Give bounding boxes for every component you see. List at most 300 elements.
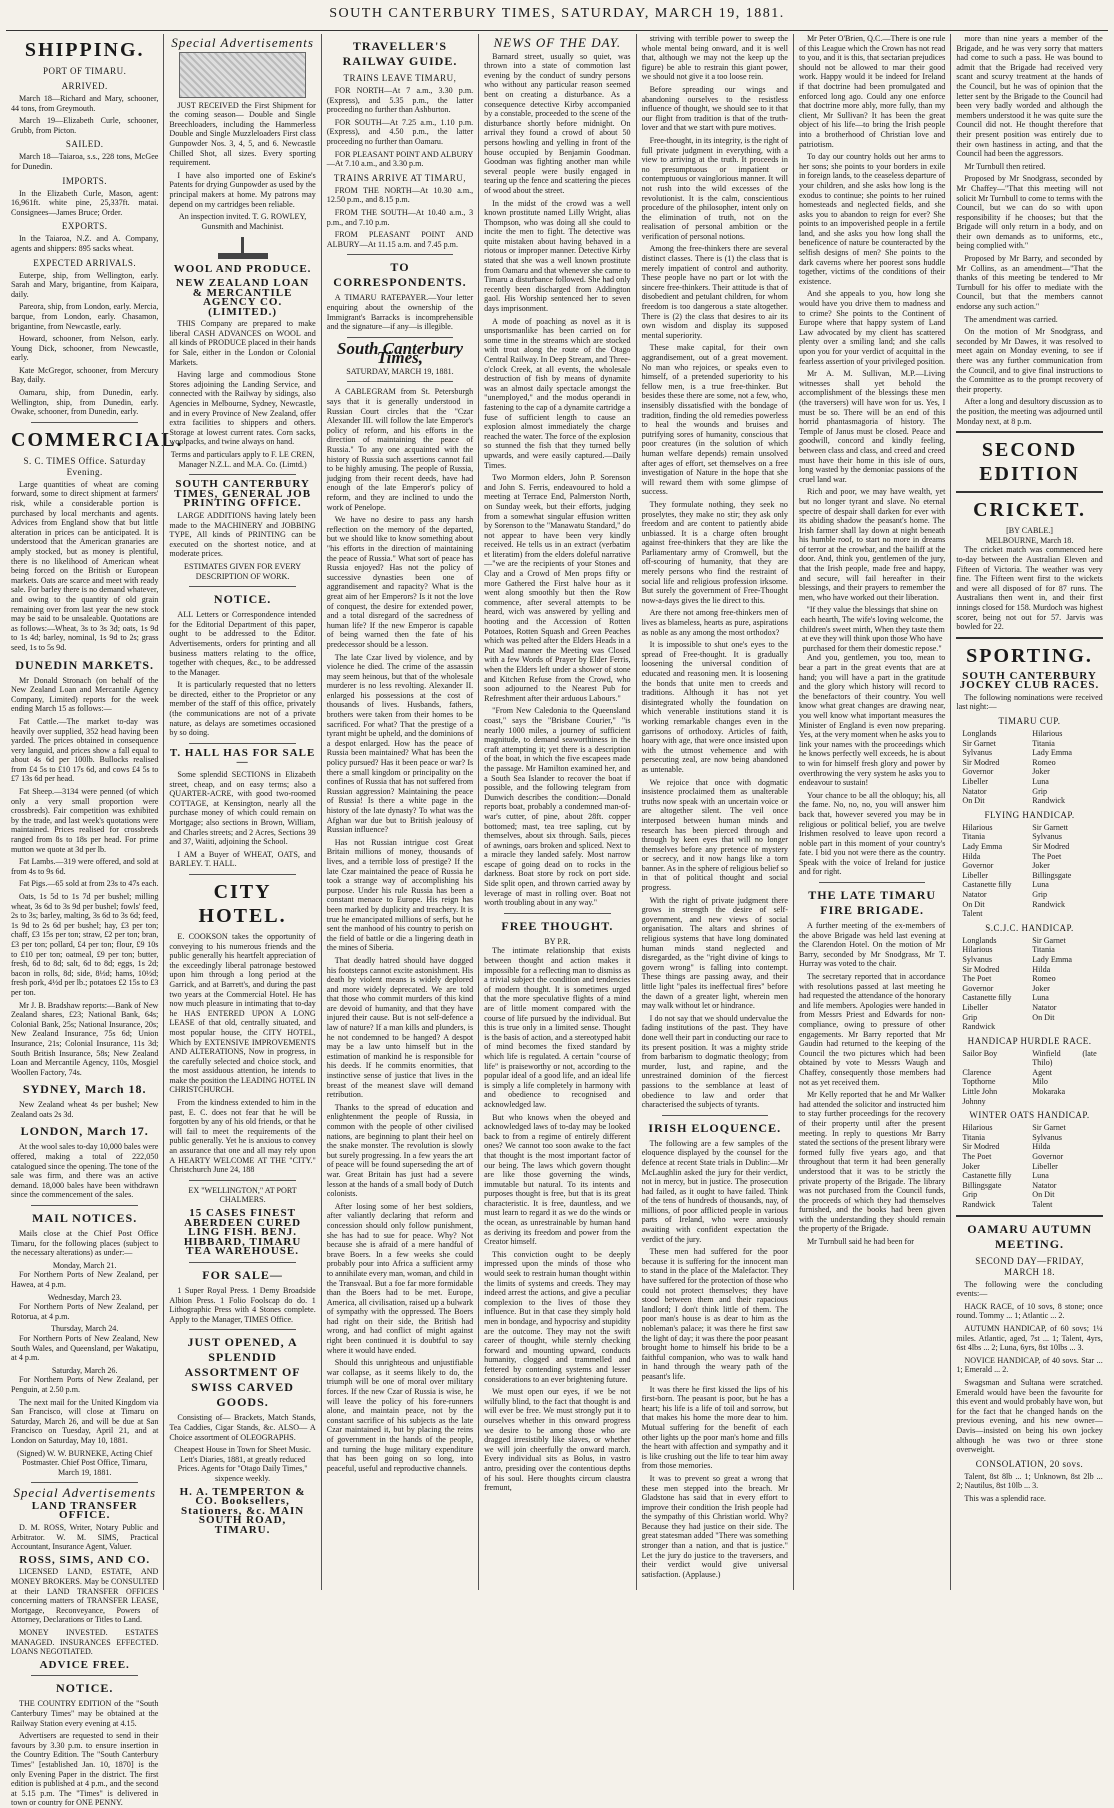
horse-name: Libeller: [1032, 1161, 1058, 1171]
nomination-row: [956, 909, 1102, 919]
column-rule: [956, 637, 1102, 639]
horse-name: Joker: [1032, 983, 1050, 993]
paragraph: For Northern Ports of New Zealand, per Penguin, at 2.50 p.m.: [11, 1375, 159, 1394]
paragraph: Advertisers are requested to send in their favours by 3.30 p.m. to ensure insertion in the Country Edition. The "South Canterbury Times" [established Jan. 10, 1870] is the only Evening Paper in the district. The first edition is published at 4 p.m., and the second at 5.15 p.m. The "Times" is delivered in town or country for ONE PENNY.: [11, 1731, 159, 1808]
paragraph: This was a splendid race.: [964, 1493, 1046, 1503]
advertisement-title: H. A. TEMPERTON & CO. Booksellers, Stationers, &c. MAIN SOUTH ROAD, TIMARU.: [179, 1485, 306, 1536]
nomination-row: [956, 842, 1102, 852]
centered-line: "If they value the blessings that shine on each hearth, The wife's loving welcome, the children's sweet mirth, When they taste them at eve they will think upon those Who have purchased for them their domestic repose.": [799, 605, 945, 653]
column-rule: [347, 337, 453, 338]
paragraph: That deadly hatred should have dogged his footsteps cannot excite astonishment. His death by violent means is widely deplored and more widely deprecated. We are told that those who commit murders of this kind are devoid of humanity, and that they have injured their cause. But is not self-defence a law of nature? If a man kills and plunders, is he not condemned to be hanged? A despot may be a law unto himself but in the estimation of mankind he is responsible for his deeds. If he commits enormities, that instinctive sense of justice that lives in the breast of the meanest slave will demand retribution.: [326, 955, 474, 1100]
nomination-row: [956, 871, 1102, 881]
horse-name: On Dit: [1032, 1190, 1055, 1200]
horse-name: Romeo: [1032, 757, 1056, 767]
paragraph: On the motion of Mr Snodgrass, and seconded by Mr Dawes, it was resolved to meet again on Monday evening, to see if there was any further communication from the Council, and to give final instructions to the Committee as to the prompt recovery of their property.: [956, 327, 1103, 394]
horse-name: Grip: [1032, 889, 1048, 899]
column-rule: [189, 474, 295, 475]
article-heading: THE LATE TIMARU FIRE BRIGADE.: [808, 888, 937, 918]
column-3: [321, 34, 478, 1590]
paragraph: FROM THE NORTH—At 10.30 a.m., 12.50 p.m., and 8.15 p.m.: [326, 185, 474, 205]
horse-name: Sylvanus: [962, 954, 993, 964]
horse-name: Grip: [962, 1012, 978, 1022]
horse-name: Natator: [1032, 1002, 1057, 1012]
nomination-row: [956, 767, 1102, 777]
paragraph: After losing some of her best soldiers, after valiantly declaring that reform and concession should only follow punishment, she has had to sue for peace. Why? Not because she is afraid of a mere handful of brave Boers. In a few weeks she could probably pour into Africa a sufficient army to annihilate every man, woman, and child in the Transvaal. But a foe far more formidable than the Boers had to be met. Europe, America, all civilisation, raised up a bulwark of sympathy with the oppressed. The Boers had right on their side, the British had wrong, and had conflict of might against right been continued it is doubtful to say where it would have ended.: [326, 1201, 474, 1355]
paragraph: For Northern Ports of New Zealand, New South Wales, and Queensland, per Wakatipu, at 4 p.m.: [11, 1333, 159, 1363]
column-4: [478, 34, 635, 1590]
paragraph: Euterpe, ship, from Wellington, early. Sarah and Mary, brigantine, from Kaipara, daily.: [11, 270, 159, 299]
article-heading: TO CORRESPONDENTS.: [333, 260, 467, 290]
paragraph: The following are a few samples of the eloquence displayed by the counsel for the defence at recent State trials in Dublin:—Mr McLaughlin asked the jury for their verdict, not in mercy, but in justice. The prosecution had failed, as it ought to have failed. Think of the tens of hundreds of thousands, nay, of millions, of poor afflicted people in various parts of Ireland, who were anxiously awaiting with confident expectation the verdict of the jury.: [641, 1138, 788, 1244]
paragraph: Mr A. M. Sullivan, M.P.—Living witnesses shall yet behold the accomplishment of the blessings these men (the traversers) will have won for us. Yes, I must be so. There will be an end of this horrid phantasmagoria of history. The Temple of Janus must be closed. Peace and goodwill, concord and kindly feeling, between class and class, and creed and creed must have their home in this isle of ours, long wasted by the demoniac passions of the cruel land war.: [798, 369, 946, 484]
horse-name: Topthorne: [962, 1077, 996, 1087]
paragraph: Mr Kelly reported that he and Mr Walker had attended the solicitor and instructed him to stay further proceedings for the recovery of their property until after the present meeting. In reply to questions Mr Barry stated the sections of the present library were formed fully five years ago, and that throughout that term it had been generally understood that it was to be strictly the private property of the Brigade. The library was not purchased from the Council funds, the proceeds of which they had themselves furnished, and the books had been given with the understanding they should remain the property of the Brigade.: [798, 1090, 946, 1234]
nomination-row: [956, 974, 1102, 984]
paragraph: The secretary reported that in accordance with resolutions passed at last meeting he had requested the attendance of the honorary and life members. Apologies were handed in from Messrs Priest and Edwards for non-compliance, owing to pressure of other engagements. Mr Barry reported that Mr Gaudin had returned to the keeping of the Council the two pictures which had been obtained by vote to Messrs Waugh and Chaffey, consequently those members had not as yet received them.: [798, 972, 946, 1087]
paper-nameplate: South Canterbury Times,: [336, 338, 464, 368]
nomination-row: [956, 796, 1102, 806]
paragraph: With the right of private judgment there grows in strength the desire of self-government, and new views of social organisation. The altars and shrines of religious systems that have long dominated human minds stand neglected and disregarded, as the "right divine of kings to govern wrong" is falling into contempt. These things are passing away, and their little light "pales its ineffectual fires" before the dawn of a greater light, wherein men may walk without let or hindrance.: [641, 895, 788, 1011]
advertisement-title: SOUTH CANTERBURY TIMES, GENERAL JOB PRINTING OFFICE.: [174, 478, 312, 510]
column-rule: [189, 743, 295, 744]
horse-name: Governor: [1032, 1152, 1064, 1162]
centered-line: Saturday, March 26.: [51, 1365, 118, 1375]
column-rule: [189, 586, 295, 587]
centered-line: Terms and particulars apply to F. LE CREN, Manager N.Z.L. and M.A. Co. (Limtd.): [170, 450, 315, 469]
horse-name: Libeller: [962, 777, 988, 787]
paragraph: Among the free-thinkers there are several distinct classes. There is (1) the class that is merely impatient of control and authority. These people have no part or lot with the sincere free-thinkers. Their attitude is that of disobedient and petulant children, for whom freedom is too dangerous a state altogether. There is (2) the class that desires to air its own wisdom and display its supposed mental superiority.: [641, 244, 788, 340]
paragraph: Rich and poor, we may have wealth, yet but no longer tyrant and slave. No eternal spectre of despair shall darken for ever with its abiding shadow the peasant's home. The Irish farmer shall lay down at night beneath his humble roof, to start no more in dreams of terror at the crowbar, and the bailiff at the door. And, think you, gentlemen of the jury, that the Irish people, made free and happy, and secure, will fail hereafter in their blessings, and their prayers to remember the men, who have worked out their liberation.: [798, 487, 946, 602]
article-heading: SYDNEY, March 18.: [22, 1082, 147, 1097]
paragraph: I AM a Buyer of WHEAT, OATS, and BARLEY. T. HALL.: [169, 849, 316, 869]
nomination-row: [956, 890, 1102, 900]
paragraph: Some splendid SECTIONS in Elizabeth street, cheap, and on easy terms; also a QUARTER-ACRE, with good two-roomed COTTAGE, at Kensington, nearly all the purchase money of which could remain on Mortgage; also sections in Brown, William, and Charles streets; and 2 Acres, Sections 39 and 37, Waiiti, adjoining the School.: [169, 770, 316, 847]
paragraph: Having large and commodious Stone Stores adjoining the Landing Service, and connected with the Railway by sidings, also Agencies in Melbourne, Sydney, Newcastle, and in every Province of New Zealand, offer extra facilities to shippers and others. Storage at lowest current rates. Corn sacks, woolpacks, and twine always on hand.: [169, 370, 316, 447]
nomination-row: [956, 852, 1102, 862]
paragraph: Large quantities of wheat are coming forward, some to direct shipment at farmers' risk, while a considerable portion is purchased by local merchants and agents. Advices from England show that but little alteration in prices can be anticipated. It is understood that the American granaries are amply stocked, but as money is plentiful, there is no likelihood of American wheat being forced on the British or European markets. Oats are scarce and meet with ready sale. For barley there is no demand whatever, and owing to the quantity of old grain remaining over from last year the new stock may be said to be unsaleable. Quotations are as follows:—Wheat, 3s to 3s 3d; oats, 1s 9d to 1s 4d; barley, nominal, 1s 9d to 2s; grass seed, 1s to 5s 9d.: [11, 479, 159, 652]
paragraph: March 18—Taiaroa, s.s., 228 tons, McGee for Dunedin.: [11, 152, 159, 171]
section-heading: SPORTING.: [966, 644, 1093, 667]
paragraph: LARGE ADDITIONS having lately been made to the MACHINERY and JOBBING TYPE, All kinds of PRINTING can be executed on the shortest notice, and at moderate prices.: [169, 510, 316, 559]
paragraph: The amendment was carried.: [964, 314, 1058, 324]
horse-name: Sir Modred: [1032, 842, 1070, 851]
horse-name: Sylvanus: [1032, 1132, 1062, 1142]
horse-name: [1032, 1097, 1097, 1107]
paragraph: To day our country holds out her arms to her sons; she points to your borders in exile in foreign lands, to the ceaseless departure of your children, and she asks how long is the exodus to continue; she points to her ruined homesteads and neglected fields, and she asks you to abandon to reign for ever? She points to an impoverished people in a fertile land, and she asks you how long shall the beneficence of nature be counteracted by the selfish designs of men? She points to the dark caverns where her poorest sons huddle together, victims of the conditions of their existence.: [798, 152, 946, 286]
paragraph: FROM PLEASANT POINT AND ALBURY—At 11.15 a.m. and 7.45 p.m.: [326, 230, 474, 249]
column-rule: [347, 254, 453, 255]
paragraph: Fat Lambs.—319 were offered, and sold at from 4s to 9s 6d.: [11, 857, 159, 876]
advertisement-title: LAND TRANSFER OFFICE.: [31, 1499, 138, 1522]
horse-name: Sir Garnet: [1032, 935, 1066, 945]
paragraph: This conviction ought to be deeply impressed upon the minds of those who would seek to restrain human thought within the limits of systems and creeds. They may indeed arrest the actions, and give a peculiar complexion to the lives of those they influence. But in that case they simply hold men in bondage, and hypocrisy and stupidity are the outcome. They may not the swift career of thought, while sternly checking forward and mounting upward, conducts humanity, clogged and trammelled and fettered by contending systems and lesser considerations to an ever brightening future.: [484, 1249, 631, 1384]
horse-name: On Dit: [962, 796, 985, 806]
paragraph: Fat Pigs.—65 sold at from 23s to 47s each.: [19, 879, 159, 889]
section-heading: CITY HOTEL.: [198, 880, 287, 927]
horse-name: Randwick: [962, 1200, 996, 1209]
paragraph: FROM THE SOUTH—At 10.40 a.m., 3 p.m., and 7.10 p.m.: [326, 207, 474, 227]
paragraph: JUST RECEIVED the First Shipment for the coming season— Double and Single Breechloaders, including the Hammerless Double and Single Muzzleloaders First class Gunpowder Nos. 3, 4, 5, and 6. Newcastle Chilled Shot, all sizes. Every sporting requirement.: [169, 100, 316, 168]
horse-name: Mokaraka: [1032, 1087, 1066, 1097]
horse-name: Hilda: [1032, 1142, 1051, 1152]
paragraph: more than nine years a member of the Brigade, and he was very sorry that matters had come to such a pass. He was bound to admit that the Brigade had received very scant and scurvy treatment at the hands of the Council, but he was of opinion that the letter sent by the Brigade to the Council had been very badly worded and although the members understood it he was quite sure the Council did not. He thought therefore that their present position was entirely due to their own hastiness in acting, and that the Council had been the aggressors.: [956, 34, 1103, 159]
nomination-row: [956, 984, 1102, 994]
paragraph: Fat Sheep.—3134 were penned (of which only a very small proportion were crossbreds). Fair competition was exhibited by the trade, and last week's quotations were maintained. Prices realised for crossbreds ranged from 8s to 18s per head. For prime mutton we quote at 3d per lb.: [11, 787, 159, 854]
article-heading: FREE THOUGHT.: [501, 918, 614, 933]
paragraph: Mr Donald Stronach (on behalf of the New Zealand Loan and Mercantile Agency Company, Limited) reports for the week ending March 15 as follows:—: [11, 675, 159, 714]
column-rule: [956, 491, 1102, 493]
centered-line: MELBOURNE, March 18.: [985, 535, 1074, 545]
horse-name: Johnny: [962, 1096, 986, 1106]
paragraph: We have no desire to pass any harsh reflection on the memory of the departed, but we should like to know something about "his efforts in the direction of maintaining the peace of Russia." What sort of peace has Russia enjoyed? Has not the policy of successive dynasties been one of aggrandisement and rapacity? What is the great aim of her Emperors? Is it not the love of conquest, the desire for extended power, and a total disregard of the sacredness of human life? If the new Emperor is capable of being warned then the fate of his predecessor should be a lesson.: [326, 515, 474, 649]
nomination-row: [956, 1142, 1102, 1152]
horse-name: Milo: [1032, 1077, 1048, 1087]
horse-name: Joker: [1032, 767, 1050, 777]
advertisement-title: ADVICE FREE.: [39, 1658, 130, 1671]
horse-name: The Poet: [1032, 851, 1062, 861]
nomination-row: [956, 1049, 1102, 1068]
horse-name: Little John: [962, 1087, 998, 1097]
horse-name: Sir Garnet: [962, 738, 996, 748]
centered-line: Wednesday, March 23.: [47, 1292, 122, 1302]
paragraph: Are there not among free-thinkers men of lives as blameless, hearts as pure, aspirations as noble as any among the most orthodox?: [641, 608, 788, 637]
paragraph: Your chance to be all the obloquy; his, all the fame. No, no, no, you will answer him back that, however severed you may be in religious or political belief, you are twelve Irishmen resolved to leave upon record a noble part in this moment of your country's fate. I bid you not were there as the country. Speak with the voice of Ireland for justice and for right.: [798, 790, 946, 877]
subheading: PORT OF TIMARU.: [42, 66, 127, 76]
paragraph: A CABLEGRAM from St. Petersburgh says that it is generally understood in Russian Court circles that the "Czar Alexander III. will follow the late Emperor's policy of reform, and his efforts in the direction of maintaining the peace of Russia." To any one acquainted with the history of Russia such assertions cannot fail to be highly amusing. The people of Russia, judging from their recent deeds, have had enough of the late Emperor's policy of reform, and they are inclined to undo the work of Penelope.: [326, 387, 474, 512]
subheading: CONSOLATION, 20 sovs.: [975, 1458, 1084, 1469]
horse-name: Grip: [962, 1190, 978, 1200]
horse-name: Grip: [1032, 786, 1048, 796]
nomination-row: [956, 1152, 1102, 1162]
paragraph: Has not Russian intrigue cost Great Britain millions of money, thousands of lives, and a terrible loss of prestige? If the late Czar maintained the peace of Russia he took a strange way of accomplishing his purpose. Under his rule Russia has been a constant menace to Europe. His reign has been marked by duplicity and treachery. It is true he emancipated millions of serfs, but he sent the manhood of his country to perish on the field of battle or die a lingering death in the mines of Siberia.: [326, 837, 474, 953]
paragraph: Mr Turnbull said he had been for: [806, 1237, 914, 1247]
paragraph: Pareora, ship, from London, early. Mercia, barque, from London, early. Chasamon, brigantine, from Newcastle, early.: [11, 302, 159, 331]
horse-name: Castanette filly: [962, 880, 1012, 890]
paragraph: FOR PLEASANT POINT AND ALBURY—At 7.10 a.m., and 3.30 p.m.: [326, 149, 474, 169]
nomination-row: [956, 993, 1102, 1003]
horse-name: Clarence: [962, 1067, 992, 1077]
paragraph: Mr Peter O'Brien, Q.C.—There is one rule of this League which the Crown has not read to you, and it is this, that sectarian prejudices should not be allowed to mar their good work. Happy would it be indeed for Ireland if that doctrine had been promulgated and enforced long ago. Could any one enforce that doctrine more ably, more fully, than my client, Mr Sullivan? It has been the great object of his life—to bring the Irish people into a brotherhood of Christian love and patriotism.: [798, 34, 946, 149]
section-heading: CRICKET.: [973, 499, 1086, 522]
section-banner: Special Advertisements: [171, 35, 314, 50]
paragraph: March 18—Richard and Mary, schooner, 44 tons, from Greymouth.: [11, 94, 159, 113]
paragraph: In the Taiaroa, N.Z. and A. Company, agents and shippers: 895 sacks wheat.: [11, 234, 159, 253]
horse-name: Libeller: [962, 870, 988, 880]
subheading: IMPORTS.: [62, 175, 108, 186]
horse-name: Sailor Boy: [962, 1048, 998, 1058]
horse-name: Hilarious: [1032, 729, 1063, 739]
column-rule: [31, 422, 138, 423]
paragraph: A TIMARU RATEPAYER.—Your letter enquiring about the ownership of the Immigrant's Barracks is incomprehensible and the signature—if any—is illegible.: [326, 293, 474, 332]
nomination-row: [956, 1171, 1102, 1181]
paragraph: The next mail for the United Kingdom via San Francisco, will close at Timaru on Saturday, March 26, and will be due at San Francisco on Tuesday, April 21, and at London on Saturday, May 10, 1881.: [11, 1397, 159, 1445]
horse-name: Governor: [962, 983, 994, 993]
nomination-row: [956, 832, 1102, 842]
horse-name: Sir Garnett: [1032, 822, 1068, 832]
paragraph: From the kindness extended to him in the past, E. C. does not fear that he will be forgotten by any of his old friends, or that he will fail to meet the requirements of the public generally. Yet he is anxious to convey an assurance that one and all may rely upon A HEARTY WELCOME AT THE "CITY." Christchurch June 24, 188: [169, 1098, 316, 1175]
nomination-row: [956, 1162, 1102, 1172]
horse-name: Natator: [962, 889, 987, 899]
paragraph: I do not say that we should undervalue the fading institutions of the past. They have done well their part in conducting our race to its present position. It was a mighty stride from barbarism to dogmatic theology; from murder, lust, and rapine, and the unrestrained dominion of the fiercest passions to the semblance at least of obedience to law and order that characterised the subjects of tyrants.: [641, 1013, 788, 1110]
column-6: [793, 34, 950, 1590]
paragraph: A mode of poaching as novel as it is unsportsmanlike has been carried on for some time in the streams which are stocked with trout along the route of the Otago Central Railway. In Deep Stream, and Three-o'clock Creek, at all events, the wholesale destruction of fish by means of dynamite was an almost daily spectacle amongst the "unemployed," and the modus operandi in fastening to the cap of a dynamite cartridge a fuse of sufficient length to cause an explosion almost immediately the charge reached the water. The force of the explosion so stunned the fish that they turned belly upwards, and were easily captured.—Daily Times.: [484, 316, 631, 470]
paragraph: ALL Letters or Correspondence intended for the Editorial Department of this paper, ought to be addressed to the Editor. Advertisements, orders for printing and all business matters relating to the office, together with cheques, &c., to be addressed to the Manager.: [169, 610, 316, 677]
paragraph: And she appeals to you, how long she would have you drive them to madness and to crime? She points to the Continent of Europe where that happy system of Land Law advocated by my client has scattered plenty over a smiling land; and she calls upon you for your verdict of acquittal in the fearless assertion of your privileged position.: [798, 289, 946, 366]
paragraph: It was to prevent so great a wrong that these men stepped into the breach. Mr Gladstone has said that in every effort to improve their condition the Irish people had the sympathy of this Christian world. Why? Because they had justice on their side. The great statesman added "There was something stronger than a nation, and that is justice." Let the jury do justice to the traversers, and their verdict would give universal satisfaction. (Applause.): [641, 1473, 788, 1579]
paragraph: In the Elizabeth Curle, Mason, agent: 16,961ft. white pine, 25,337ft. matai. Consignees—James Bruce; Order.: [11, 188, 159, 217]
column-rule: [662, 1115, 768, 1116]
column-rule: [956, 431, 1102, 433]
horse-name: Castanette filly: [962, 993, 1012, 1003]
centered-line: (Signed) W. W. BURNEKE, Acting Chief Postmaster. Chief Post Office, Timaru, March 19, 1881.: [17, 1448, 153, 1477]
centered-line: Monday, March 21.: [52, 1260, 117, 1270]
horse-name: Agent: [1032, 1067, 1053, 1077]
paragraph: Howard, schooner, from Nelson, early. Young Dick, schooner, from Newcastle, early.: [11, 334, 159, 363]
ship-engraving: [213, 235, 273, 261]
paragraph: Kate McGregor, schooner, from Mercury Bay, daily.: [11, 365, 159, 385]
paragraph: D. M. ROSS, Writer, Notary Public and Arbitrator. W. M. SIMS, Practical Accountant, Insurance Agent, Valuer.: [11, 1523, 159, 1552]
centered-line: Thursday, March 24.: [51, 1324, 119, 1334]
horse-name: Lady Emma: [1032, 954, 1073, 964]
nomination-row: [956, 777, 1102, 787]
paragraph: NOVICE HANDICAP, of 40 sovs. Star ... 1; Emerald ... 2.: [956, 1355, 1103, 1375]
horse-name: Joker: [962, 1161, 980, 1171]
horse-name: Hilda: [1032, 964, 1051, 974]
paragraph: But who knows when the obeyed and acknowledged laws of to-day may be looked back to from a regime of entirely different ones? We cannot too soon awake to the fact that thought is the most important factor of our being. The laws which govern thought are like those governing the winds, immutable but natural. To its intents and purposes thought is free, but that is its great characteristic. It is free, dauntless, and we must learn to regard it as we do the winds or the ocean, as unrestrainable by human hand as deriving its freedom and power from the Creator himself.: [484, 1112, 631, 1247]
nomination-row: [956, 945, 1102, 955]
paragraph: Barnard street, usually so quiet, was thrown into a state of commotion last evening by the conduct of sundry persons who without any particular reason seemed bent on creating a disturbance. As a consequence detective Kirby accompanied by a constable, proceeded to the scene of the disturbance shortly before midnight. On arrival they found a crowd of about 50 persons howling and yelling in front of the house occupied by Benjamin Goodman. Goodman was fighting another man while several people were busily engaged in tearing up the fence and scattering the pieces of wood about the street.: [484, 51, 631, 195]
nomination-row: [956, 823, 1102, 833]
section-heading: SHIPPING.: [24, 39, 145, 61]
centered-line: ESTIMATES GIVEN FOR EVERY DESCRIPTION OF WORK.: [184, 561, 302, 581]
nomination-list: [956, 823, 1102, 919]
advertisement-title: ROSS, SIMS, AND CO.: [19, 1553, 151, 1566]
page-masthead: SOUTH CANTERBURY TIMES, SATURDAY, MARCH 19, 1881.: [329, 6, 785, 21]
subheading: WINTER OATS HANDICAP.: [969, 1110, 1090, 1121]
centered-line: EX "WELLINGTON," AT PORT CHALMERS.: [188, 1185, 297, 1205]
paragraph: In the midst of the crowd was a well known prostitute named Lilly Wright, alias Thompson, who was doing all she could to incite the men to fight. The detective was quite mistaken about having behaved in a riotous or improper manner. Detective Kirby stated that she was a well known prostitute from Oamaru and that whenever she came to Timaru a disturbance followed. She had only recently been discharged from Addington gaol. His Worship sentenced her to seven days imprisonment.: [484, 198, 631, 314]
horse-name: Sir Garnet: [1032, 1123, 1066, 1133]
paragraph: THIS Company are prepared to make liberal CASH ADVANCES on WOOL and all kinds of PRODUCE placed in their hands for Sale, either in the London or Colonial Markets.: [169, 319, 316, 367]
horse-name: Luna: [1032, 993, 1049, 1003]
paragraph: MONEY INVESTED. ESTATES MANAGED. INSURANCES EFFECTED. LOANS NEGOTIATED.: [11, 1628, 159, 1657]
paragraph: striving with terrible power to sweep the whole mental being onward, and it is well that, although we may not the keep up the figure) be able to restrain this giant power, we should not give it a too loose rein.: [641, 34, 788, 82]
nomination-row: [956, 758, 1102, 768]
column-rule: [819, 882, 925, 883]
paragraph: Swagsman and Sultana were scratched. Emerald would have been the favourite for this event and would probably have won, but for the fact that he changed hands on the previous evening, and his new owner—Davis—insisted on being his own jockey although he was two or three stone overweight.: [956, 1377, 1103, 1455]
section-heading: COMMERCIAL.: [11, 428, 184, 451]
nomination-row: [956, 936, 1102, 946]
article-heading: OAMARU AUTUMN MEETING.: [967, 1221, 1092, 1251]
subheading: HANDICAP HURDLE RACE.: [967, 1035, 1092, 1046]
article-heading: IRISH ELOQUENCE.: [648, 1120, 782, 1135]
horse-name: [1032, 909, 1097, 919]
paragraph: For Northern Ports of New Zealand, per Rotorua, at 4 p.m.: [11, 1302, 159, 1321]
masthead-rule: [6, 30, 1108, 31]
paragraph: And you, gentlemen, you too, mean to bear a part in the great events that are at hand; you will have a part in the gratitude and the glory which history will record to the benefactors of their country. You well know what great changes are drawing near, you well know what important measures the Minister of England is even now preparing. Yes, at the very moment when he asks you to link your names with the proceedings which he knows perfectly well exceeds, he is about to win for himself fresh glory and power by overthrowing the very system he asks you to endeavour to sustain!: [798, 653, 946, 788]
paragraph: We must open our eyes, if we be not wilfully blind, to the fact that thought is and will ever be free. We must strongly put it to ourselves whether in this onward progress we desire to be among those who are dragged irresistibly like slaves, or whether we will join cheerfully the onward march. Every individual sits as Bolus, in vastro antro, presiding over the contentious depths of his soul. Here thoughts circum claustra fremunt,: [484, 1387, 631, 1493]
horse-name: Hilarious: [962, 945, 993, 955]
column-rule: [189, 1329, 295, 1330]
centered-line: BY P.R.: [544, 936, 571, 946]
subheading: EXPECTED ARRIVALS.: [33, 257, 137, 268]
nomination-list: [956, 1123, 1102, 1209]
horse-name: Hilarious: [962, 1123, 993, 1133]
horse-name: Billingsgate: [962, 1180, 1002, 1190]
paragraph: "From New Caledonia to the Queensland coast," says the "Brisbane Courier," "is nearly 1000 miles, a journey of sufficient magnitude, to demand seaworthiness in the craft attempting it; yet there is a description of the boat, in which the five escapees made the passage. Mr Hamilton examined her, and a South Sea Islander to recover the boat if possible, and the following telegram from Dunwich describes the condition:—Donald reports boat, probably a condemned man-of-war's cutter, of pine, about 28ft. copper bottomed; mast, tea tree sapling, cut by themselves, about six through. Sails, pieces of awnings, oars broken and spliced. Next to a miracle they landed safely. Most narrow escape of going dead on to rocks in the darkness. Boat store by rock on port side. Side split open, and thrown carried away by leverage of mast in rolling over. Boat not worth troubling about in any way.": [484, 706, 631, 908]
horse-name: Joker: [1032, 861, 1050, 871]
subheading: SAILED.: [65, 139, 104, 150]
nomination-row: [956, 900, 1102, 910]
horse-name: Sylvanus: [1032, 832, 1062, 842]
paragraph: A further meeting of the ex-members of the above Brigade was held last evening at the Clarendon Hotel. On the motion of Mr Barry, seconded by Mr Snodgrass, Mr T. Hurray was voted to the chair.: [798, 921, 946, 969]
section-banner: Special Advertisements: [13, 1485, 157, 1501]
horse-name: Sir Modred: [962, 757, 1000, 767]
paragraph: Consisting of— Brackets, Match Stands, Tea Caddies, Cigar Stands, &c. ALSO— A Choice assortment of OLEOGRAPHS.: [169, 1413, 316, 1442]
sporting-dog-engraving: [179, 52, 305, 98]
centered-line: SATURDAY, MARCH 19, 1881.: [346, 366, 454, 376]
paragraph: Should this unrighteous and unjustifiable war collapse, as it seems likely to do, the triumph will be one of moral over military forces. If the new Czar of Russia is wise, he will leave the policy of his fore-runners alone, and maintain peace, not by the constant sacrifice of his subjects as the late Czar maintained it, but by placing the reins of government in the hands of the people, and turning the huge military expenditure that has been going on so long, into peaceful, useful and reproductive channels.: [326, 1358, 474, 1473]
section-banner: NEWS OF THE DAY.: [493, 35, 622, 50]
nomination-row: [956, 1190, 1102, 1200]
paragraph: Before spreading our wings and abandoning ourselves to the resistless influence of thought, we should see to it that our flight from tradition is that of the truth-lover and that we start with pure motives.: [641, 84, 788, 133]
horse-name: Randwick: [1032, 899, 1066, 909]
paragraph: Proposed by Mr Barry, and seconded by Mr Collins, as an amendment—"That the thanks of this meeting be tendered to Mr Turnbull for his offer to mediate with the Council, but that the members cannot endorse any such action.": [956, 254, 1103, 312]
nomination-row: [956, 1022, 1102, 1032]
nomination-row: [956, 880, 1102, 890]
centered-line: [BY CABLE.]: [1006, 526, 1053, 536]
horse-name: Longlands: [962, 935, 997, 945]
paragraph: They formulate nothing, they seek no proselytes, they make no stir; they ask only freedom and are content to patiently abide unbiassed. It is a charge often brought against free-thinkers that they are like the Parliamentary army of Cromwell, but the off-scouring of humanity, that they are merely persons who find the restraint of social life and religious profession irksome. But surely the government of Free-Thought now-a-days gives the lie direct to this.: [641, 499, 788, 605]
article-heading: MAIL NOTICES.: [32, 1211, 138, 1226]
horse-name: Sir Modred: [962, 964, 1000, 974]
paragraph: Talent, 8st 8lb ... 1; Unknown, 8st 2lb ... 2; Nautilus, 8st 10lb ... 3.: [956, 1471, 1103, 1491]
horse-name: Winfield (late Thilo): [1032, 1048, 1097, 1068]
paragraph: For Northern Ports of New Zealand, per Hawea, at 4 p.m.: [11, 1270, 159, 1289]
nomination-row: [956, 739, 1102, 749]
column-5: [636, 34, 793, 1590]
paragraph: These make capital, for their own aggrandisement, out of a great movement. No man who rejoices, or speaks even to himself, of a pretended superiority to his fellow men, is a true free-thinker. But besides these there are some, not a few, who, insensibly dissatisfied with the bondage of tradition, finding the old remedies powerless to heal the wounds and bruises and putrifying sores of humanity, conscious that poor creatures (in the solution of which human welfare depends) remain unsolved after ages of effort, set themselves on a free investigation of Nature in the hope that she will reward them with some glimpse of success.: [641, 343, 788, 497]
column-1: [6, 34, 184, 1808]
horse-name: Titania: [1032, 945, 1055, 955]
horse-name: Lady Emma: [1032, 748, 1073, 758]
paragraph: New Zealand wheat 4s per bushel; New Zealand oats 2s 3d.: [11, 1100, 159, 1119]
paragraph: Free-thought, in its integrity, is the right of full private judgment in everything, with a view to arriving at the truth. It proceeds in no presumptuous or impatient or contemptuous or vainglorious manner. It will not rush into the wild excesses of the revolutionist. It is the calm, conscientious procedure of the philosopher, intent only on the elimination of truth, not on the realisation of personal ambition or the verification of personal notions.: [641, 135, 788, 241]
horse-name: Talent: [1032, 1200, 1053, 1209]
horse-name: [1032, 1022, 1097, 1032]
nomination-row: [956, 787, 1102, 797]
article-heading: LONDON, March 17.: [20, 1124, 149, 1139]
paragraph: The cricket match was commenced here to-day between the Australian Eleven and Fifteen of Victoria. The weather was very fine. The Fifteen went first to the wickets and were all disposed of for 87 runs. The Australians then went in, and their first innings closed for 158. Murdoch was highest scorer, being not out for 57. Jarvis was bowled for 22.: [956, 545, 1103, 632]
paragraph: Mr Turnbull then retired.: [964, 161, 1046, 171]
paragraph: FOR SOUTH—At 7.25 a.m., 1.10 p.m. (Express), and 4.50 p.m., the latter proceeding no further than Oamaru.: [326, 117, 474, 146]
subheading: SECOND DAY—FRIDAY, MARCH 18.: [975, 1255, 1084, 1277]
paragraph: We rejoice that once with dogmatic insistence proclaimed them as unalterable truths now speak with an uncertain voice or are altogether silent. The veil once interposed between human minds and research has been pierced through and through by keen eyes that will no longer themselves before any pretence of mystery or secrecy, and it now hangs like a torn banner. As in the sphere of religious belief so in that of political thought and social progress.: [641, 777, 788, 893]
paragraph: FOR NORTH—At 7 a.m., 3.30 p.m. (Express), and 5.35 p.m., the latter proceeding no further than Ashburton.: [326, 86, 474, 115]
paragraph: These men had suffered for the poor because it is suffering for the innocent man to stand in the place of the Malefactor. They have suffered for the protection of those who could not protect themselves; they have stood between them and their rapacious landlord; I don't think little of them. The poor man's house is as dear to him as the nobleman's palace; it was there he first saw the light of day; it was there the poor peasant brought home to himself his bride to be a faithful companion, who was to walk hand in hand through the weary path of the peasant's life.: [641, 1247, 788, 1381]
nomination-row: [956, 1077, 1102, 1087]
subheading: EXPORTS.: [61, 221, 108, 232]
horse-name: Luna: [1032, 880, 1049, 890]
paragraph: At the wool sales to-day 10,000 bales were offered, making a total of 222,050 catalogued since the opening. The tone of the sale was firm, and there was an active demand. 18,000 bales have been withdrawn since the commencement of the sales.: [11, 1142, 159, 1200]
nomination-row: [956, 1181, 1102, 1191]
article-heading: FOR SALE—: [202, 1267, 283, 1282]
advertisement-title: SOUTH CANTERBURY JOCKEY CLUB RACES.: [959, 669, 1100, 692]
nomination-row: [956, 1097, 1102, 1107]
paragraph: Oamaru, ship, from Dunedin, early. Wellington, ship, from Dunedin, early. Owake, schooner, from Dunedin, early.: [11, 388, 159, 417]
paragraph: After a long and desultory discussion as to the position, the meeting was adjourned until Monday next, at 8 p.m.: [956, 397, 1103, 426]
nomination-row: [956, 729, 1102, 739]
horse-name: Sir Modred: [962, 1142, 1000, 1152]
column-rule: [347, 381, 453, 382]
horse-name: Titania: [1032, 738, 1055, 748]
horse-name: Titania: [962, 1132, 985, 1142]
column-7: [950, 34, 1107, 1590]
paragraph: Proposed by Mr Snodgrass, seconded by Mr Chaffey—"That this meeting will not solicit Mr Turnbull to come to terms with the Council, but we can do so with upon responsibility if he chooses; but that the Brigade will only return in a body, and on their own demands as to uniforms, etc., being complied with.": [956, 174, 1103, 251]
section-heading: SECOND EDITION: [979, 439, 1080, 486]
horse-name: Governor: [962, 861, 994, 871]
column-rule: [504, 913, 610, 914]
advertisement-title: NEW ZEALAND LOAN & MERCANTILE AGENCY CO. (LIMITED.): [176, 276, 310, 318]
nomination-row: [956, 1003, 1102, 1013]
paragraph: The following were the concluding events:—: [956, 1279, 1103, 1299]
horse-name: The Poet: [962, 1152, 992, 1162]
horse-name: On Dit: [962, 899, 985, 909]
paragraph: HACK RACE, of 10 sovs, 8 stone; once round. Tommy ... 1; Atlantic ... 2.: [956, 1301, 1103, 1321]
subheading: ARRIVED.: [61, 81, 108, 91]
paragraph: Mails close at the Chief Post Office Timaru, for the following places (subject to the necessary alterations) as under:—: [11, 1229, 159, 1258]
subheading: S. C. TIMES Office. Saturday Evening.: [23, 455, 146, 477]
horse-name: Luna: [1032, 1171, 1049, 1181]
subheading: S.C.J.C. HANDICAP.: [985, 922, 1074, 933]
column-rule: [189, 1180, 295, 1181]
column-rule: [31, 1675, 138, 1676]
nomination-row: [956, 861, 1102, 871]
horse-name: Lady Emma: [962, 842, 1003, 851]
horse-name: Billingsgate: [1032, 870, 1072, 880]
paragraph: The intimate relationship that exists between thought and action makes it impossible for a reflecting man to dismiss as a trivial subject the condition and tendencies of modern thought. It is sometimes urged that the more speculative flights of a mind are of little moment compared with the course of life pursued by the individual. But this is true only in a limited sense. Thought is the basis of action, and a stereotyped habit of mind becomes the fixed standard by which life is regulated. A certain "course of life" is praiseworthy or not, according to the popular ideal of a good life, and an ideal life is simply a life completely in harmony with and obedience to recognised and acknowledged law.: [484, 946, 631, 1109]
paragraph: I have also imported one of Eskine's Patents for drying Gunpowder as used by the principal makers at home. My patrons may depend on my cartridges been reliable.: [169, 170, 316, 209]
horse-name: Sylvanus: [962, 748, 993, 758]
paragraph: It is impossible to shut one's eyes to the spread of Free-thought. It is gradually loosening the universal condition of educated and reasoning men. It is loosening the bonds that unite men to creeds and traditions. Although it has not yet disintegrated wholly the foundation on which venerable institutions stand it is working remarkable changes even in the garrisons of orthodoxy. Articles of faith, hoary with age, that were once insisted upon with the utmost vehemence and with persecuting zeal, are now being abandoned as untenable.: [641, 640, 788, 774]
horse-name: Hilarious: [962, 822, 993, 832]
nomination-list: [956, 729, 1102, 806]
paragraph: March 19—Elizabeth Curle, schooner, Grubb, from Picton.: [11, 116, 159, 135]
nomination-row: [956, 1087, 1102, 1097]
horse-name: Hilda: [962, 851, 981, 861]
paragraph: AUTUMN HANDICAP, of 60 sovs; 1¼ miles. Atlantic, aged, 7st ... 1; Talent, 4yrs, 6st 4lbs ... 2; Luna, 6yrs, 8st 10lbs ... 3.: [956, 1323, 1103, 1353]
paragraph: Mr J. B. Bradshaw reports:—Bank of New Zealand shares, £23; National Bank, 64s; Colonial Bank, 25s; National Insurance, 20s; New Zealand Insurance, 75s 6d; Union Insurance, 21s; Colonial Insurance, 11s 3d; South British Insurance, 58s; New Zealand Loan and Mercantile Agency, 110s, Mosgiel Woollen Factory, 74s.: [11, 1000, 159, 1077]
column-rule: [189, 874, 295, 875]
horse-name: Randwick: [962, 1022, 996, 1032]
nomination-row: [956, 1068, 1102, 1078]
advertisement-title: T. HALL HAS FOR SALE—: [169, 746, 316, 769]
horse-name: Castanette filly: [962, 1171, 1012, 1181]
centered-line: Cheapest House in Town for Sheet Music. Lett's Diaries, 1881, at greatly reduced Prices. Agents for "Otago Daily Times," sixpence weekly.: [174, 1445, 311, 1483]
article-heading: DUNEDIN MARKETS.: [15, 657, 155, 672]
horse-name: Luna: [1032, 777, 1049, 787]
paragraph: Fat Cattle.—The market to-day was heavily over supplied, 352 head having been yarded. The prices obtained in consequence very languid, and prices show a fall equal to about 4s 6d per 100lb. Bullocks realised from £4 5s to £10 17s 6d, and cows £4 5s to £7 13s 6d per head.: [11, 716, 159, 784]
paragraph: 1 Super Royal Press. 1 Demy Broadside Albion Press. 1 Folio Foolscap do do. 1 Lithographic Press with 4 Stones complete. Apply to the Manager, TIMES Office.: [169, 1285, 316, 1324]
article-heading: JUST OPENED, A SPLENDID ASSORTMENT OF SWISS CARVED GOODS.: [184, 1335, 301, 1410]
horse-name: On Dit: [1032, 1012, 1055, 1022]
columns-container: [6, 34, 1108, 1808]
paragraph: Two Mormon elders, John P. Sorenson and John S. Ferris, endeavoured to hold a meeting at Terrace End, Palmerston North, on Sunday week, but their efforts, judging from a somewhat singular effusion written by Sorenson to the "Manawatu Standard," do not appear to have been very kindly received. He tells us in an extract (verbatim et literatim) from the elders doleful narrative—"we are the recipients of your Stones and Clay and a Crowd of Men props fifty or more Gathered the First halve hour as it went along smoothly but then the Row commence, after several attempts to be heard, wich was answered by yelling and hooting and the Accession of Rotten Potatoes, Rotten Squash and Green Peaches which was pelted after the Elders Heads in a Put Mad manner the Meeting was Closed with a few Words of Prayer by Elder Ferris, when the Elders left under a shower of stone and Kitchen Refuse from the Crowd, who soon adjourned to the Nearest Pub for Refreshment after their arduous Labours.": [484, 473, 631, 703]
horse-name: Longlands: [962, 729, 997, 739]
subheading: FLYING HANDICAP.: [984, 809, 1075, 820]
horse-name: Natator: [1032, 1180, 1057, 1190]
article-heading: NOTICE.: [213, 592, 272, 607]
